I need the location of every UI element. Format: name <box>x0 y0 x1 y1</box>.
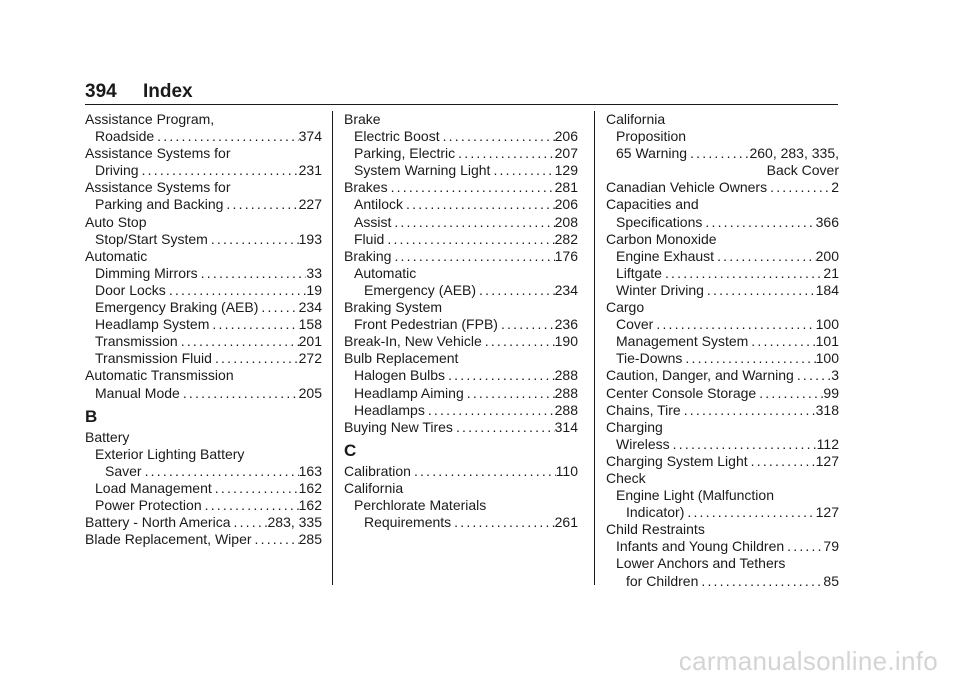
index-heading <box>85 429 322 446</box>
entry-term: California <box>606 111 666 127</box>
page-number: 394 <box>85 81 117 102</box>
index-entry <box>85 196 322 213</box>
dot-leader <box>252 531 299 548</box>
dot-leader <box>202 497 299 514</box>
index-entry <box>606 248 839 265</box>
entry-term: Assist <box>354 213 392 230</box>
index-entry <box>606 350 839 367</box>
index-heading <box>606 419 839 436</box>
page-reference: 21 <box>823 264 839 281</box>
index-entry <box>606 333 839 350</box>
page-reference: 79 <box>823 538 839 555</box>
entry-term: Cover <box>616 316 654 333</box>
index-heading <box>85 145 322 162</box>
dot-leader <box>178 333 299 350</box>
page-reference: 234 <box>554 281 578 298</box>
index-heading <box>606 128 839 145</box>
index-entry <box>85 128 322 145</box>
entry-term: Center Console Storage <box>606 384 757 401</box>
index-entry <box>85 299 322 316</box>
index-heading <box>85 367 322 384</box>
entry-term: Saver <box>105 462 142 479</box>
page-reference: 101 <box>815 333 839 350</box>
dot-leader <box>425 402 555 419</box>
index-entry <box>344 128 578 145</box>
entry-term: Assistance Program, <box>85 111 215 127</box>
dot-leader <box>653 316 815 333</box>
page-reference: 234 <box>298 299 322 316</box>
entry-term: Wireless <box>616 435 670 452</box>
entry-term: Manual Mode <box>95 384 180 401</box>
entry-term: Specifications <box>616 213 703 230</box>
page-reference: 158 <box>298 316 322 333</box>
page-reference: 112 <box>816 435 839 452</box>
page-reference: 285 <box>298 531 322 548</box>
entry-term: Braking <box>344 247 392 264</box>
entry-term: Infants and Young Children <box>616 538 785 555</box>
entry-term: Headlamps <box>354 401 425 418</box>
page-reference: 129 <box>554 162 578 179</box>
dot-leader <box>258 299 298 316</box>
entry-term: Back Cover <box>766 162 839 179</box>
page-reference: 33 <box>306 264 322 281</box>
entry-term: Auto Stop <box>85 213 147 230</box>
page-header <box>85 82 838 105</box>
dot-leader <box>714 248 816 265</box>
index-heading <box>606 196 839 213</box>
index-entry <box>85 282 322 299</box>
entry-term: Load Management <box>95 479 212 496</box>
dot-leader <box>684 504 815 521</box>
entry-term: Indicator) <box>626 504 685 521</box>
index-heading <box>606 299 839 316</box>
index-entry <box>344 419 578 436</box>
column-divider <box>332 111 333 585</box>
page-reference: 282 <box>554 230 578 247</box>
index-entry <box>344 179 578 196</box>
dot-leader <box>411 463 556 480</box>
index-entry <box>85 514 322 531</box>
entry-term: Transmission Fluid <box>95 350 212 367</box>
entry-term: Automatic <box>85 247 148 264</box>
page-reference: 193 <box>298 230 322 247</box>
index-entry <box>85 316 322 333</box>
page-reference: 272 <box>298 350 322 367</box>
entry-term: 65 Warning <box>616 145 688 162</box>
dot-leader <box>208 231 299 248</box>
index-entry <box>606 367 839 384</box>
entry-term: Automatic <box>354 264 417 281</box>
index-column-1 <box>85 111 322 548</box>
dot-leader <box>384 231 554 248</box>
index-heading <box>344 265 578 282</box>
entry-term: Carbon Monoxide <box>606 230 717 247</box>
entry-term: Emergency Braking (AEB) <box>95 299 259 316</box>
index-entry <box>85 333 322 350</box>
page-reference: 206 <box>554 196 578 213</box>
entry-term: Antilock <box>354 196 404 213</box>
index-entry <box>606 214 839 231</box>
entry-term: Battery - North America <box>85 514 231 531</box>
entry-term: Dimming Mirrors <box>95 264 198 281</box>
page-reference: 208 <box>554 213 578 230</box>
page-reference: 260, 283, 335, <box>749 145 839 162</box>
page-reference: 366 <box>815 213 839 230</box>
entry-term: Calibration <box>344 462 411 479</box>
index-heading <box>606 470 839 487</box>
dot-leader <box>440 128 555 145</box>
index-entry <box>344 145 578 162</box>
section-letter: C <box>344 440 357 460</box>
index-entry <box>85 497 322 514</box>
page-reference: 318 <box>815 401 839 418</box>
dot-leader <box>704 282 816 299</box>
index-entry <box>606 402 839 419</box>
dot-leader <box>223 196 298 213</box>
entry-term: for Children <box>626 572 699 589</box>
entry-term: Assistance Systems for <box>85 145 231 162</box>
index-entry <box>85 385 322 402</box>
index-heading <box>606 555 839 572</box>
entry-term: Stop/Start System <box>95 230 208 247</box>
dot-leader <box>212 480 299 497</box>
index-heading <box>606 231 839 248</box>
entry-term: Child Restraints <box>606 521 705 538</box>
index-entry <box>344 316 578 333</box>
index-column-3 <box>606 111 839 590</box>
index-entry <box>606 282 839 299</box>
index-heading <box>606 521 839 538</box>
entry-term: Engine Light (Malfunction <box>616 487 774 504</box>
dot-leader <box>198 265 307 282</box>
page-reference: 288 <box>554 401 578 418</box>
index-entry <box>344 514 578 531</box>
entry-term: Bulb Replacement <box>344 350 459 367</box>
index-entry <box>606 573 839 590</box>
section-letter: B <box>85 406 98 426</box>
index-entry <box>344 367 578 384</box>
dot-leader <box>756 385 823 402</box>
page-reference: 163 <box>298 462 322 479</box>
dot-leader <box>212 350 299 367</box>
index-entry <box>606 179 839 196</box>
watermark: carmanualsonline.info <box>678 646 938 676</box>
index-entry <box>344 214 578 231</box>
page-reference: 227 <box>298 196 322 213</box>
dot-leader <box>670 436 817 453</box>
entry-term: Buying New Tires <box>344 418 453 435</box>
index-entry <box>606 504 839 521</box>
dot-leader <box>391 214 554 231</box>
index-entry <box>606 436 839 453</box>
index-entry <box>85 531 322 548</box>
dot-leader <box>794 367 831 384</box>
dot-leader <box>154 128 298 145</box>
index-entry <box>344 248 578 265</box>
entry-term: Electric Boost <box>354 128 440 145</box>
entry-term: Exterior Lighting Battery <box>95 445 245 462</box>
entry-term: Fluid <box>354 230 385 247</box>
entry-term: Brake <box>344 111 381 127</box>
page-reference: 281 <box>554 179 578 196</box>
page-reference: 2 <box>831 179 839 196</box>
index-heading <box>344 350 578 367</box>
dot-leader <box>784 538 823 555</box>
entry-term: Charging System Light <box>606 452 748 469</box>
dot-leader <box>687 145 749 162</box>
index-entry <box>606 385 839 402</box>
index-entry <box>85 463 322 480</box>
index-entry <box>344 333 578 350</box>
page-reference: 162 <box>298 496 322 513</box>
index-entry <box>85 162 322 179</box>
entry-term: System Warning Light <box>354 162 491 179</box>
dot-leader <box>748 453 816 470</box>
entry-term: Liftgate <box>616 264 662 281</box>
page-reference: 206 <box>554 128 578 145</box>
column-divider <box>594 111 595 585</box>
dot-leader <box>682 350 815 367</box>
dot-leader <box>748 333 815 350</box>
index-heading <box>85 248 322 265</box>
page-reference: 236 <box>554 316 578 333</box>
dot-leader <box>388 179 555 196</box>
entry-term: Door Locks <box>95 281 166 298</box>
entry-term: Break-In, New Vehicle <box>344 333 482 350</box>
entry-term: Lower Anchors and Tethers <box>616 555 786 572</box>
page-reference: 288 <box>554 367 578 384</box>
index-entry <box>85 231 322 248</box>
index-entry <box>344 282 578 299</box>
index-entry <box>344 463 578 480</box>
entry-term: Driving <box>95 162 139 179</box>
index-heading <box>85 214 322 231</box>
entry-term: Management System <box>616 333 749 350</box>
entry-term: Chains, Tire <box>606 401 681 418</box>
page-reference: 100 <box>815 350 839 367</box>
dot-leader <box>767 179 831 196</box>
entry-term: Perchlorate Materials <box>354 496 487 513</box>
entry-term: Assistance Systems for <box>85 179 231 196</box>
dot-leader <box>180 385 299 402</box>
dot-leader <box>231 514 268 531</box>
index-column-2 <box>344 111 578 531</box>
entry-term: Tie-Downs <box>616 350 683 367</box>
page-reference: 261 <box>554 514 578 531</box>
page-title: Index <box>143 81 193 102</box>
dot-leader <box>403 196 555 213</box>
entry-term: Front Pedestrian (FPB) <box>354 316 498 333</box>
entry-term: Headlamp System <box>95 316 210 333</box>
dot-leader <box>451 514 554 531</box>
index-entry <box>85 350 322 367</box>
dot-leader <box>662 265 823 282</box>
entry-term: Check <box>606 469 646 486</box>
entry-term: California <box>344 479 404 496</box>
page-reference: 176 <box>554 247 578 264</box>
dot-leader <box>391 248 554 265</box>
index-heading <box>85 179 322 196</box>
page-reference: 100 <box>815 316 839 333</box>
page-reference: 283, 335 <box>267 514 322 531</box>
index-entry <box>344 196 578 213</box>
dot-leader <box>698 573 823 590</box>
entry-term: Battery <box>85 428 130 445</box>
index-heading <box>606 162 839 179</box>
entry-term: Headlamp Aiming <box>354 384 464 401</box>
index-entry <box>606 145 839 162</box>
entry-term: Blade Replacement, Wiper <box>85 531 252 548</box>
entry-term: Capacities and <box>606 196 699 213</box>
page-reference: 201 <box>298 333 322 350</box>
index-entry <box>606 265 839 282</box>
page-reference: 127 <box>815 452 839 469</box>
index-entry <box>606 453 839 470</box>
page-reference: 19 <box>306 281 322 298</box>
dot-leader <box>702 214 815 231</box>
dot-leader <box>490 162 554 179</box>
page-reference: 127 <box>815 504 839 521</box>
entry-term: Parking and Backing <box>95 196 224 213</box>
dot-leader <box>142 463 299 480</box>
index-entry <box>344 385 578 402</box>
index-heading <box>85 111 322 128</box>
page-reference: 314 <box>554 418 578 435</box>
index-entry <box>344 231 578 248</box>
entry-term: Cargo <box>606 299 645 316</box>
entry-term: Charging <box>606 418 663 435</box>
page-reference: 207 <box>554 145 578 162</box>
entry-term: Roadside <box>95 128 155 145</box>
page-reference: 200 <box>815 247 839 264</box>
page-reference: 205 <box>298 384 322 401</box>
entry-term: Brakes <box>344 179 388 196</box>
entry-term: Engine Exhaust <box>616 247 715 264</box>
entry-term: Parking, Electric <box>354 145 456 162</box>
index-heading <box>344 299 578 316</box>
page-reference: 99 <box>823 384 839 401</box>
entry-term: Requirements <box>364 514 452 531</box>
index-heading <box>344 480 578 497</box>
dot-leader <box>445 367 555 384</box>
index-entry <box>606 538 839 555</box>
entry-term: Proposition <box>616 128 687 145</box>
entry-term: Canadian Vehicle Owners <box>606 179 768 196</box>
index-heading <box>344 111 578 128</box>
index-entry <box>344 402 578 419</box>
dot-leader <box>453 419 555 436</box>
entry-term: Automatic Transmission <box>85 367 234 384</box>
entry-term: Caution, Danger, and Warning <box>606 367 794 384</box>
index-heading <box>344 497 578 514</box>
dot-leader <box>139 162 299 179</box>
page-reference: 184 <box>815 281 839 298</box>
index-entry <box>606 316 839 333</box>
dot-leader <box>482 333 555 350</box>
entry-term: Winter Driving <box>616 281 704 298</box>
page-reference: 85 <box>823 572 839 589</box>
page-reference: 162 <box>298 479 322 496</box>
dot-leader <box>476 282 555 299</box>
dot-leader <box>455 145 554 162</box>
dot-leader <box>681 402 816 419</box>
page-reference: 231 <box>298 162 322 179</box>
entry-term: Transmission <box>95 333 178 350</box>
entry-term: Braking System <box>344 299 443 316</box>
index-heading <box>606 487 839 504</box>
index-entry <box>85 480 322 497</box>
entry-term: Power Protection <box>95 496 202 513</box>
dot-leader <box>464 385 555 402</box>
dot-leader <box>166 282 307 299</box>
index-entry <box>344 162 578 179</box>
page-reference: 190 <box>554 333 578 350</box>
page-reference: 3 <box>831 367 839 384</box>
page-reference: 374 <box>298 128 322 145</box>
dot-leader <box>498 316 555 333</box>
entry-term: Halogen Bulbs <box>354 367 446 384</box>
index-heading <box>606 111 839 128</box>
page-reference: 288 <box>554 384 578 401</box>
dot-leader <box>209 316 298 333</box>
index-heading <box>85 446 322 463</box>
page-reference: 110 <box>555 462 578 479</box>
index-entry <box>85 265 322 282</box>
entry-term: Emergency (AEB) <box>364 281 477 298</box>
